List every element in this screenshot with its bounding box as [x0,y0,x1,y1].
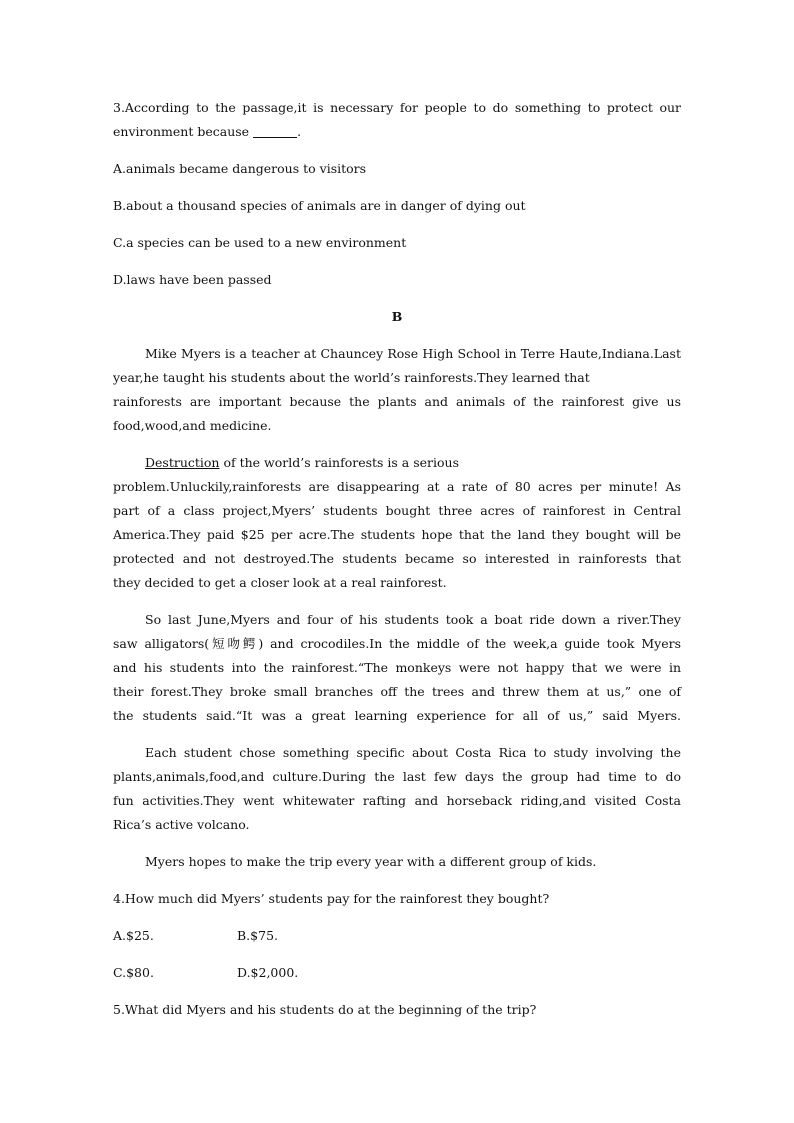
passage-paragraph-3 [113,608,681,728]
question-4-option-c: C.$80. [113,965,154,980]
passage-line: the students said.“It was a great learning experience for all of us,” said Myers. [113,708,681,723]
question-3-option-b [113,194,681,218]
passage-paragraph-4 [113,741,681,837]
passage-line: year,he taught his students about the world’s rainforests.They learned that [113,370,590,385]
passage-paragraph-5 [113,850,681,874]
option-text: A.animals became dangerous to visitors [113,161,367,176]
question-3-stem-text: environment because [113,124,250,139]
passage-line: So last June,Myers and four of his students took a boat ride down a river.They [145,612,681,627]
question-5 [113,998,681,1022]
document-page [113,96,681,1035]
passage-line: food,wood,and medicine. [113,418,272,433]
passage-line: Mike Myers is a teacher at Chauncey Rose High School in Terre Haute,Indiana.Last [145,346,681,361]
question-3-option-a [113,157,681,181]
passage-line: their forest.They broke small branches off the trees and threw them at us,” one of [113,684,681,699]
passage-line: America.They paid $25 per acre.The students hope that the land they bought will be [113,527,681,542]
question-3-option-d [113,268,681,292]
passage-line: fun activities.They went whitewater rafting and horseback riding,and visited Costa [113,793,681,808]
question-5-stem: 5.What did Myers and his students do at the beginning of the trip? [113,1002,537,1017]
question-4-option-b: B.$75. [237,928,278,943]
question-3-stem-end: . [297,124,302,139]
answer-blank [253,125,297,138]
question-4-options-row-2 [113,961,681,985]
question-4-options-row-1 [113,924,681,948]
passage-line [113,451,681,475]
question-4 [113,887,681,911]
passage-line-rest: of the world’s rainforests is a serious [219,455,460,470]
passage-line: part of a class project,Myers’ students bought three acres of rainforest in Central [113,503,681,518]
option-text: C.a species can be used to a new environment [113,235,407,250]
passage-paragraph-1 [113,342,681,438]
passage-line: Each student chose something specific about Costa Rica to study involving the [145,745,681,760]
question-3-stem-line-2 [113,120,681,144]
question-3-stem-line-1: 3.According to the passage,it is necessary for people to do something to protect our [113,100,681,115]
passage-line: problem.Unluckily,rainforests are disappearing at a rate of 80 acres per minute! As [113,479,681,494]
section-heading [113,305,681,329]
passage-line: and his students into the rainforest.“The monkeys were not happy that we were in [113,660,681,675]
passage-line: saw alligators(短吻鳄) and crocodiles.In the middle of the week,a guide took Myers [113,636,681,651]
question-4-stem: 4.How much did Myers’ students pay for the rainforest they bought? [113,891,550,906]
passage-line: they decided to get a closer look at a real rainforest. [113,575,447,590]
question-4-option-a: A.$25. [113,928,154,943]
option-text: D.laws have been passed [113,272,272,287]
passage-paragraph-2 [113,451,681,595]
question-3 [113,96,681,144]
passage-line: plants,animals,food,and culture.During the last few days the group had time to do [113,769,681,784]
passage-line: Myers hopes to make the trip every year with a different group of kids. [145,854,597,869]
question-3-option-c [113,231,681,255]
underlined-word: Destruction [145,455,220,470]
section-heading-text: B [391,309,403,324]
passage-line: rainforests are important because the plants and animals of the rainforest give us [113,394,681,409]
question-4-option-d: D.$2,000. [237,965,299,980]
passage-line: Rica’s active volcano. [113,817,250,832]
passage-line: protected and not destroyed.The students became so interested in rainforests that [113,551,681,566]
option-text: B.about a thousand species of animals are in danger of dying out [113,198,526,213]
